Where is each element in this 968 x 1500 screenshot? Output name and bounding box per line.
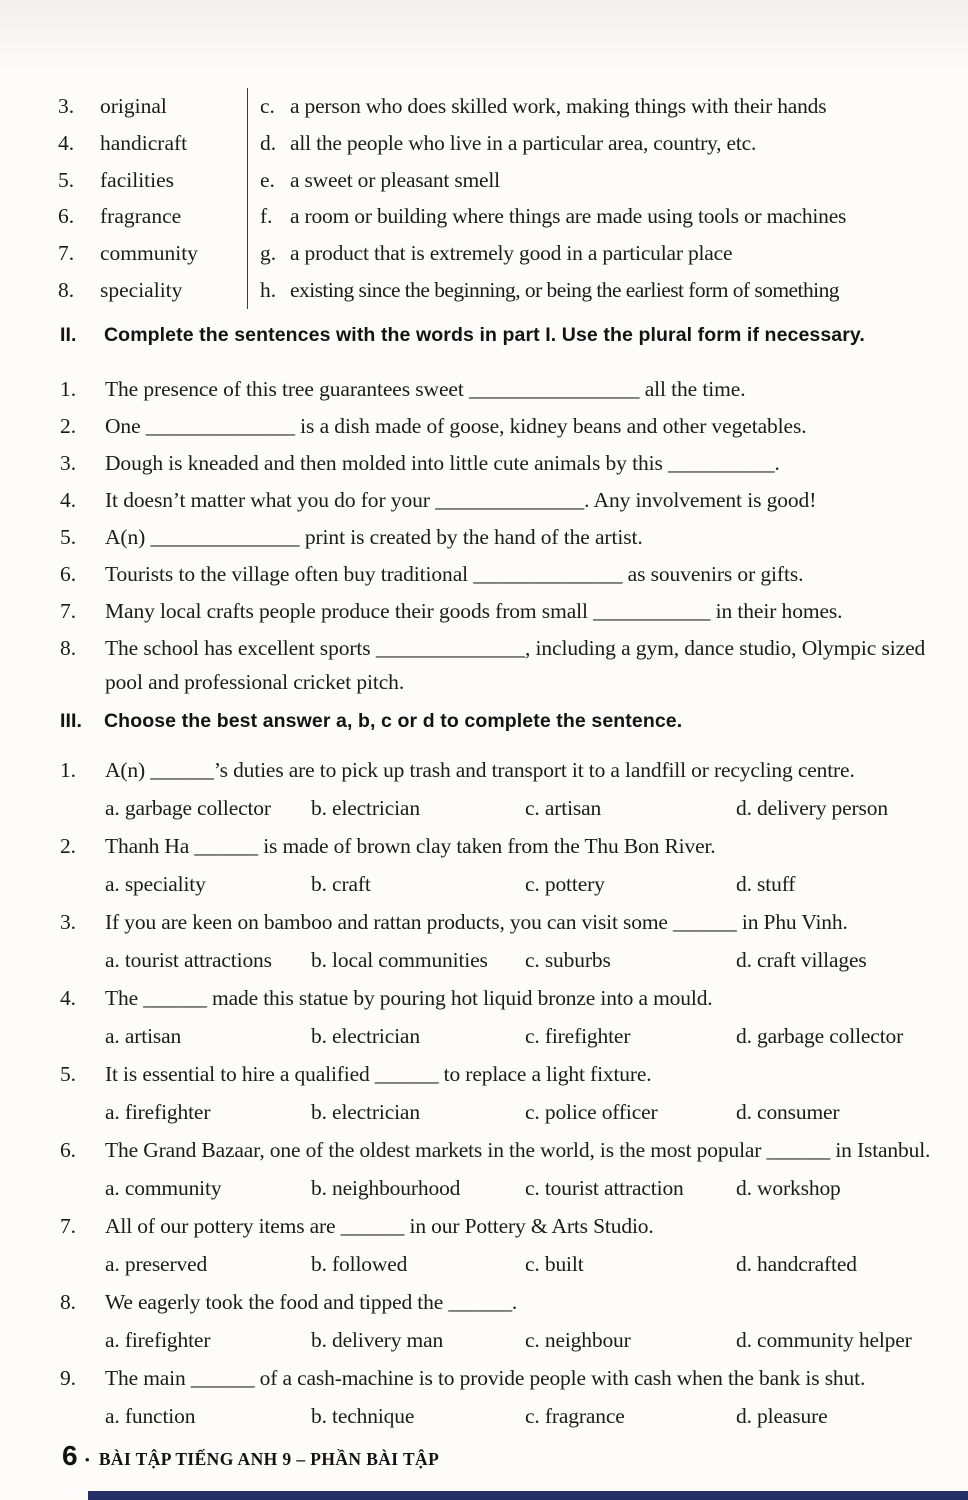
matching-row [58, 125, 948, 162]
question-text: The main ______ of a cash-machine is to provide people with cash when the bank is shut. [105, 1366, 866, 1390]
option-a: a. garbage collector [105, 796, 271, 820]
option-a: a. speciality [105, 872, 206, 896]
option-c: c. tourist attraction [525, 1176, 684, 1200]
fill-blank-item [60, 373, 950, 407]
answer-options-row [60, 867, 952, 901]
question-number: 1. [60, 758, 76, 782]
matching-definition-text: a person who does skilled work, making things with their hands [290, 94, 827, 118]
matching-definition-text: a product that is extremely good in a particular place [290, 241, 733, 266]
question-number: 6. [60, 1138, 76, 1162]
question-sentence-row [60, 1209, 952, 1243]
question-number: 4. [60, 986, 76, 1010]
fill-blank-item [60, 521, 950, 555]
option-a: a. firefighter [105, 1100, 211, 1124]
option-b: b. technique [311, 1404, 415, 1428]
question-text: The ______ made this statue by pouring hot liquid bronze into a mould. [105, 986, 713, 1010]
option-d: d. handcrafted [736, 1252, 857, 1276]
option-d: d. consumer [736, 1100, 840, 1124]
item-sentence: A(n) ______________ print is created by the hand of the artist. [105, 525, 643, 549]
question-sentence-row [60, 981, 952, 1015]
item-number: 8. [60, 636, 77, 660]
option-d: d. stuff [736, 872, 796, 896]
matching-exercise [58, 88, 948, 309]
matching-definition-cell [247, 272, 948, 309]
section-ii-fill-blanks [60, 320, 950, 703]
matching-definition-cell [247, 162, 948, 199]
fill-blank-item [60, 558, 950, 592]
answer-options-row [60, 1399, 952, 1433]
option-b: b. electrician [311, 796, 420, 820]
matching-definition-text: all the people who live in a particular area, country, etc. [290, 130, 757, 155]
matching-definition-cell [247, 235, 948, 272]
option-c: c. firefighter [525, 1024, 631, 1048]
section-iii-numeral: III. [60, 710, 83, 732]
option-b: b. local communities [311, 948, 488, 972]
section-iii-questions [60, 753, 952, 1433]
option-a: a. artisan [105, 1024, 182, 1048]
question-sentence-row [60, 1285, 952, 1319]
fill-blank-item [60, 447, 950, 481]
item-number: 5. [60, 525, 77, 549]
option-d: d. pleasure [736, 1404, 828, 1428]
matching-row [58, 235, 948, 272]
page-footer [62, 1442, 439, 1470]
item-number: 1. [60, 377, 77, 401]
fill-blank-item [60, 410, 950, 444]
option-d: d. garbage collector [736, 1024, 904, 1048]
matching-item-number: 5. [58, 167, 75, 192]
section-iii-heading [60, 706, 952, 736]
question-number: 9. [60, 1366, 76, 1390]
item-sentence: The presence of this tree guarantees sweet ________________ all the time. [105, 377, 746, 401]
matching-item-number: 7. [58, 241, 75, 266]
question-number: 8. [60, 1290, 76, 1314]
question-text: It is essential to hire a qualified ______ to replace a light fixture. [105, 1062, 652, 1086]
matching-item-word: handicraft [100, 130, 188, 155]
answer-options-row [60, 1247, 952, 1281]
option-c: c. suburbs [525, 948, 611, 972]
question-sentence-row [60, 753, 952, 787]
matching-definition-text: existing since the beginning, or being the earliest form of something [290, 277, 839, 302]
option-d: d. craft villages [736, 948, 867, 972]
matching-definition-cell [247, 125, 948, 162]
mc-question [60, 1285, 952, 1357]
question-number: 3. [60, 910, 76, 934]
question-sentence-row [60, 1057, 952, 1091]
answer-options-row [60, 1323, 952, 1357]
item-sentence: Many local crafts people produce their goods from small ___________ in their homes. [105, 599, 843, 623]
option-b: b. neighbourhood [311, 1176, 461, 1200]
option-d: d. delivery person [736, 796, 888, 820]
mc-question [60, 1361, 952, 1433]
question-number: 2. [60, 834, 76, 858]
section-iii-multiple-choice [60, 706, 952, 1437]
matching-definition-letter: c. [260, 94, 275, 118]
answer-options-row [60, 1171, 952, 1205]
matching-item-word: community [100, 241, 198, 266]
matching-row [58, 198, 948, 235]
option-b: b. followed [311, 1252, 408, 1276]
question-text: The Grand Bazaar, one of the oldest markets in the world, is the most popular ______ in Istanbul. [105, 1138, 931, 1162]
question-text: We eagerly took the food and tipped the ______. [105, 1290, 518, 1314]
question-number: 5. [60, 1062, 76, 1086]
matching-item-number: 4. [58, 130, 75, 155]
matching-row [58, 272, 948, 309]
mc-question [60, 829, 952, 901]
item-sentence: The school has excellent sports ______________, including a gym, dance studio, Olympic sized pool and professional cricket pitch. [105, 636, 926, 694]
option-c: c. built [525, 1252, 584, 1276]
option-b: b. electrician [311, 1100, 420, 1124]
option-b: b. electrician [311, 1024, 420, 1048]
section-ii-items [60, 373, 950, 699]
item-sentence: Dough is kneaded and then molded into little cute animals by this __________. [105, 451, 780, 475]
option-d: d. community helper [736, 1328, 912, 1352]
option-d: d. workshop [736, 1176, 841, 1200]
option-a: a. preserved [105, 1252, 208, 1276]
matching-definition-text: a room or building where things are made using tools or machines [290, 204, 847, 229]
item-number: 3. [60, 451, 77, 475]
option-c: c. artisan [525, 796, 602, 820]
matching-definition-letter: e. [260, 167, 275, 192]
question-sentence-row [60, 1361, 952, 1395]
matching-definition-letter: d. [260, 130, 277, 155]
question-text: All of our pottery items are ______ in our Pottery & Arts Studio. [105, 1214, 654, 1238]
matching-item-word: original [100, 94, 167, 118]
matching-definition-letter: g. [260, 241, 277, 266]
item-number: 2. [60, 414, 77, 438]
mc-question [60, 1133, 952, 1205]
section-ii-title: Complete the sentences with the words in part I. Use the plural form if necessary. [104, 324, 865, 346]
matching-item-word: speciality [100, 277, 183, 302]
option-a: a. tourist attractions [105, 948, 272, 972]
matching-item-number: 8. [58, 277, 75, 302]
option-c: c. pottery [525, 872, 605, 896]
mc-question [60, 905, 952, 977]
matching-item-word: fragrance [100, 204, 182, 229]
question-sentence-row [60, 1133, 952, 1167]
question-text: If you are keen on bamboo and rattan products, you can visit some ______ in Phu Vinh. [105, 910, 848, 934]
option-b: b. delivery man [311, 1328, 444, 1352]
option-c: c. fragrance [525, 1404, 625, 1428]
item-number: 7. [60, 599, 77, 623]
fill-blank-item [60, 484, 950, 518]
matching-definition-letter: h. [260, 277, 277, 302]
option-a: a. firefighter [105, 1328, 211, 1352]
item-number: 6. [60, 562, 77, 586]
item-sentence: Tourists to the village often buy traditional ______________ as souvenirs or gifts. [105, 562, 804, 586]
item-number: 4. [60, 488, 77, 512]
section-ii-numeral: II. [60, 324, 77, 346]
answer-options-row [60, 1019, 952, 1053]
fill-blank-item [60, 632, 950, 699]
answer-options-row [60, 1095, 952, 1129]
question-text: A(n) ______’s duties are to pick up trash and transport it to a landfill or recycling centre. [105, 758, 855, 782]
item-sentence: It doesn’t matter what you do for your ______________. Any involvement is good! [105, 488, 817, 512]
matching-definition-letter: f. [260, 204, 273, 229]
answer-options-row [60, 943, 952, 977]
matching-row [58, 88, 948, 125]
bottom-page-edge [88, 1491, 968, 1500]
question-sentence-row [60, 905, 952, 939]
question-text: Thanh Ha ______ is made of brown clay taken from the Thu Bon River. [105, 834, 716, 858]
matching-definition-cell [247, 88, 948, 125]
matching-item-number: 3. [58, 94, 75, 118]
matching-row [58, 162, 948, 199]
matching-item-word: facilities [100, 167, 175, 192]
matching-definition-cell [247, 198, 948, 235]
mc-question [60, 1209, 952, 1281]
option-b: b. craft [311, 872, 371, 896]
book-title: BÀI TẬP TIẾNG ANH 9 – PHẦN BÀI TẬP [98, 1449, 440, 1469]
matching-item-number: 6. [58, 204, 75, 229]
mc-question [60, 753, 952, 825]
option-a: a. function [105, 1404, 196, 1428]
answer-options-row [60, 791, 952, 825]
page-number: 6 [62, 1440, 78, 1471]
fill-blank-item [60, 595, 950, 629]
bullet-separator-icon: • [84, 1453, 90, 1469]
matching-definition-text: a sweet or pleasant smell [290, 167, 500, 192]
question-sentence-row [60, 829, 952, 863]
item-sentence: One ______________ is a dish made of goose, kidney beans and other vegetables. [105, 414, 807, 438]
question-number: 7. [60, 1214, 76, 1238]
option-c: c. police officer [525, 1100, 658, 1124]
section-iii-title: Choose the best answer a, b, c or d to complete the sentence. [104, 710, 683, 732]
option-c: c. neighbour [525, 1328, 631, 1352]
mc-question [60, 1057, 952, 1129]
mc-question [60, 981, 952, 1053]
option-a: a. community [105, 1176, 222, 1200]
section-ii-heading [60, 320, 950, 350]
